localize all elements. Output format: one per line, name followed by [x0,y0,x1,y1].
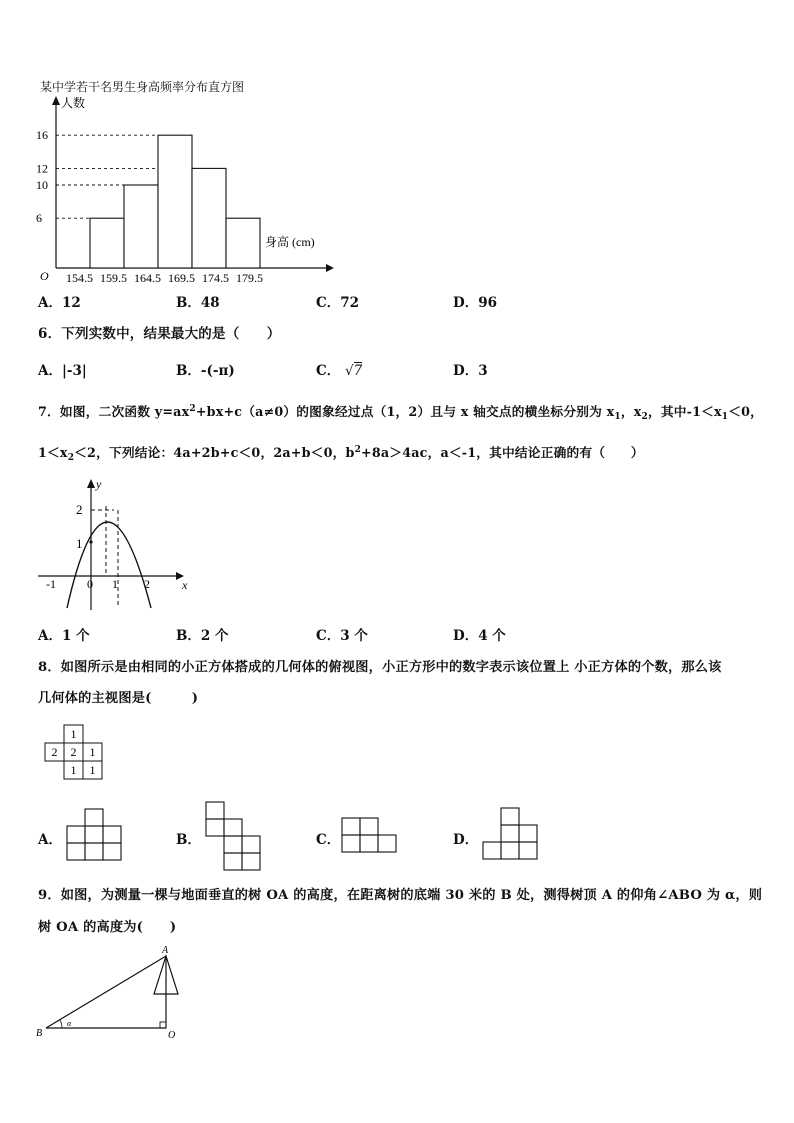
point-o-label: O [168,1030,176,1041]
y-axis-label: 人数 [61,96,86,110]
q6-option-c-label: C． [316,363,341,379]
q8-option-c-figure[interactable] [341,817,397,855]
histogram-title: 某中学若干名男生身高频率分布直方图 [40,80,245,94]
y-axis-label: y [96,477,102,491]
grid-number: 1 [89,763,96,777]
y-axis-arrow-icon [52,96,60,105]
q5-option-d[interactable]: D．96 [453,295,497,311]
histogram-bar [158,135,192,268]
sqrt-icon: √ [344,363,354,379]
histogram-bar [192,168,226,268]
top-view-grid [44,724,106,782]
q8-option-a[interactable]: A． [38,832,62,848]
y-tick-2: 2 [76,502,83,517]
q7-option-b[interactable]: B．2 个 [176,628,229,644]
x-tick-label: 179.5 [236,271,263,282]
point-b-label: B [36,1028,43,1039]
q5-option-c[interactable]: C．72 [316,295,360,311]
grid-number: 1 [70,763,77,777]
x-tick-2: 2 [144,577,150,591]
histogram-bar [226,218,260,268]
q7-option-d[interactable]: D．4 个 [453,628,506,644]
q6-option-c[interactable] [316,359,362,379]
parabola-curve [67,522,151,608]
grid-number: 1 [70,727,77,741]
x-tick-label: 169.5 [168,271,195,282]
grid-number: 2 [70,745,77,759]
y-axis-arrow-icon [87,479,95,488]
q8-option-c[interactable]: C． [316,832,341,848]
q7-option-c[interactable]: C．3 个 [316,628,368,644]
q5-option-a[interactable]: A．12 [38,295,81,311]
y-tick-label: 16 [36,128,48,143]
x-tick-1: 1 [112,577,118,591]
height-histogram [30,92,340,282]
q6-option-b[interactable]: B．-(-π) [176,363,235,379]
q8-option-d[interactable]: D． [453,832,479,848]
x-axis-arrow-icon [326,264,334,272]
x-axis-label: 身高 (cm) [265,235,315,249]
point-a-label: A [162,945,169,956]
x-axis-label: x [182,578,188,592]
q6-option-a[interactable]: A．|-3| [38,363,87,379]
y-tick-label: 6 [36,211,42,226]
x-tick-label: 174.5 [202,271,229,282]
q9-stem-line1: 9．如图，为测量一棵与地面垂直的树 OA 的高度，在距离树的底端 30 米的 B 处，测得树顶 A 的仰角∠ABO 为 α，则 [38,888,763,903]
x-tick-label: 164.5 [134,271,161,282]
right-angle-mark [160,1022,166,1028]
y-tick-1: 1 [76,536,83,551]
sqrt-radicand: 7 [353,363,363,379]
grid-number: 1 [89,745,96,759]
x-tick-0: 0 [87,577,93,591]
q7-option-a[interactable]: A．1 个 [38,628,90,644]
q8-option-d-figure[interactable] [482,807,540,861]
q7-stem-line2: $1<x_2<2$，下列结论：4a+2b+c＜0，2a+b＜0，$b^2+8a>4ac$，a＜-1，其中结论正确的有（ ） [38,445,644,463]
q9-stem-line2: 树 OA 的高度为( ) [38,920,177,935]
histogram-bar [124,185,158,268]
q6-option-d[interactable]: D．3 [453,363,488,379]
x-tick-label: 159.5 [100,271,127,282]
q8-stem-line1: 8．如图所示是由相同的小正方体搭成的几何体的俯视图，小正方形中的数字表示该位置上 小正方体的个数，那么该 [38,660,722,675]
q5-option-b[interactable]: B．48 [176,295,220,311]
q8-option-b[interactable]: B． [176,832,201,848]
y-tick-label: 12 [36,161,48,176]
tree-triangle-diagram [34,942,194,1042]
alpha-label: α [67,1019,72,1028]
q7-stem-line1: 7．如图，二次函数 $y=ax^2+bx+c(a\ne 0)$的图象经过点（1，2）且与 x 轴交点的横坐标分别为 $x_1$，$x_2$，其中$-1<x_1<0$， [38,404,764,422]
x-tick-neg1: -1 [46,577,56,591]
y-tick-label: 10 [36,178,48,192]
parabola-graph [34,476,194,614]
q8-option-b-figure[interactable] [205,801,263,871]
grid-number: 2 [51,745,58,759]
q8-stem-line2: 几何体的主视图是( ) [38,691,199,706]
q6-stem: 6．下列实数中，结果最大的是（ ） [38,326,281,342]
origin-label: O [40,269,49,282]
q8-option-a-figure[interactable] [66,808,124,862]
histogram-bar [90,218,124,268]
x-tick-label: 154.5 [66,271,93,282]
